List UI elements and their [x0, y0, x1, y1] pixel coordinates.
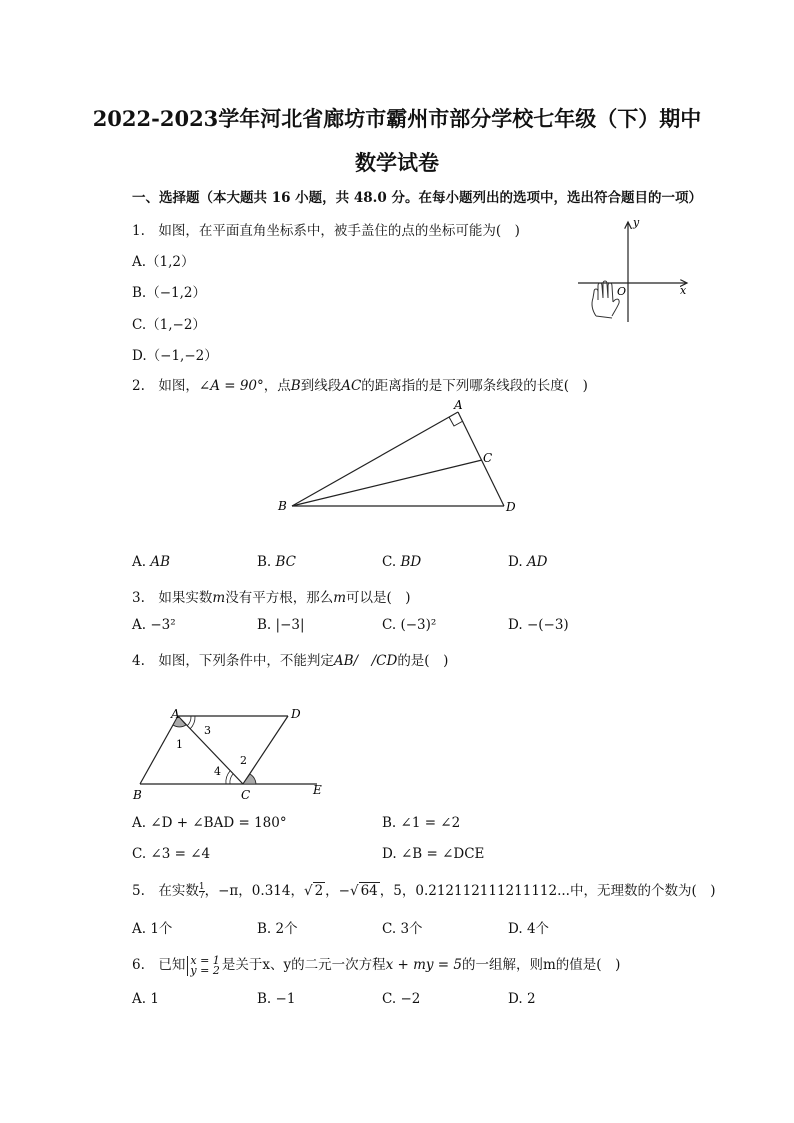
q5-option-b: B. 2个 — [257, 921, 298, 937]
q2-figure — [270, 395, 530, 520]
q6-stem: 6. 已知 x = 1 y = 2 是关于x、y的二元一次方程x + my = 5的一组解，则m的值是( ) — [132, 953, 621, 977]
q2-option-b: B. BC — [257, 554, 297, 570]
page-title: 2022-2023学年河北省廊坊市霸州市部分学校七年级（下）期中 — [92, 106, 702, 131]
q3-option-d: D. −(−3) — [508, 617, 569, 633]
q5-stem: 5. 在实数 $\frac{1}{7}$ ，−π，0.314，√ 2 ，−√ 64 ，5，0.212112111211112...中，无理数的个数为( ) — [132, 882, 716, 901]
page-subtitle: 数学试卷 — [355, 150, 439, 175]
q4-option-a: A. ∠D + ∠BAD = 180° — [132, 815, 287, 831]
q3-option-c: C. (−3)² — [382, 617, 437, 633]
angle-2-label: 2 — [240, 754, 247, 767]
q3-stem: 3. 如果实数m没有平方根，那么m可以是( ) — [132, 590, 411, 606]
q5-option-c: C. 3个 — [382, 921, 423, 937]
q1-option-c: C.（1,−2） — [132, 317, 206, 333]
angle-4-label: 4 — [214, 765, 221, 778]
q1-stem: 1. 如图，在平面直角坐标系中，被手盖住的点的坐标可能为( ) — [132, 223, 520, 239]
x-axis-label: x — [680, 284, 687, 297]
y-axis-label: y — [633, 216, 640, 229]
q6-option-b: B. −1 — [257, 991, 296, 1007]
q6-option-a: A. 1 — [132, 991, 159, 1007]
q2-option-c: C. BD — [382, 554, 422, 570]
angle-3-label: 3 — [204, 724, 211, 737]
point-b-label: B — [133, 788, 142, 802]
q2-stem: 2. 如图，∠A = 90°，点B到线段AC的距离指的是下列哪条线段的长度( ) — [132, 378, 588, 394]
q1-option-b: B.（−1,2） — [132, 285, 206, 301]
point-a-label: A — [171, 707, 180, 721]
q1-option-a: A.（1,2） — [132, 254, 195, 270]
origin-label: O — [617, 285, 627, 298]
point-b-label: B — [278, 499, 287, 513]
angle-1-label: 1 — [176, 738, 183, 751]
q2-option-a: A. AB — [132, 554, 171, 570]
q3-option-b: B. |−3| — [257, 617, 305, 633]
point-c-label: C — [241, 788, 251, 802]
point-e-label: E — [313, 783, 322, 797]
angle-4-mark — [230, 774, 233, 784]
angle-3-mark — [187, 716, 191, 726]
point-d-label: D — [291, 707, 301, 721]
section-heading: 一、选择题（本大题共 16 小题，共 48.0 分。在每小题列出的选项中，选出符合题目的一项） — [132, 190, 702, 206]
q4-stem: 4. 如图，下列条件中，不能判定AB/ /CD的是( ) — [132, 653, 449, 669]
point-d-label: D — [506, 500, 516, 514]
point-c-label: C — [483, 451, 493, 465]
q3-option-a: A. −3² — [132, 617, 176, 633]
q4-option-d: D. ∠B = ∠DCE — [382, 846, 485, 862]
angle-2-mark — [243, 774, 256, 784]
q4-option-c: C. ∠3 = ∠4 — [132, 846, 211, 862]
q5-option-a: A. 1个 — [132, 921, 173, 937]
q4-option-b: B. ∠1 = ∠2 — [382, 815, 461, 831]
q2-option-d: D. AD — [508, 554, 548, 570]
q4-figure — [125, 700, 340, 805]
point-a-label: A — [454, 398, 463, 412]
equation-system: x = 1 y = 2 — [187, 956, 219, 976]
q1-figure — [570, 212, 700, 327]
fraction-one-seventh: $\frac{1}{7}$ — [198, 882, 205, 901]
q6-option-d: D. 2 — [508, 991, 536, 1007]
q1-option-d: D.（−1,−2） — [132, 348, 218, 364]
q6-option-c: C. −2 — [382, 991, 421, 1007]
q5-option-d: D. 4个 — [508, 921, 550, 937]
hand-icon — [592, 281, 619, 318]
